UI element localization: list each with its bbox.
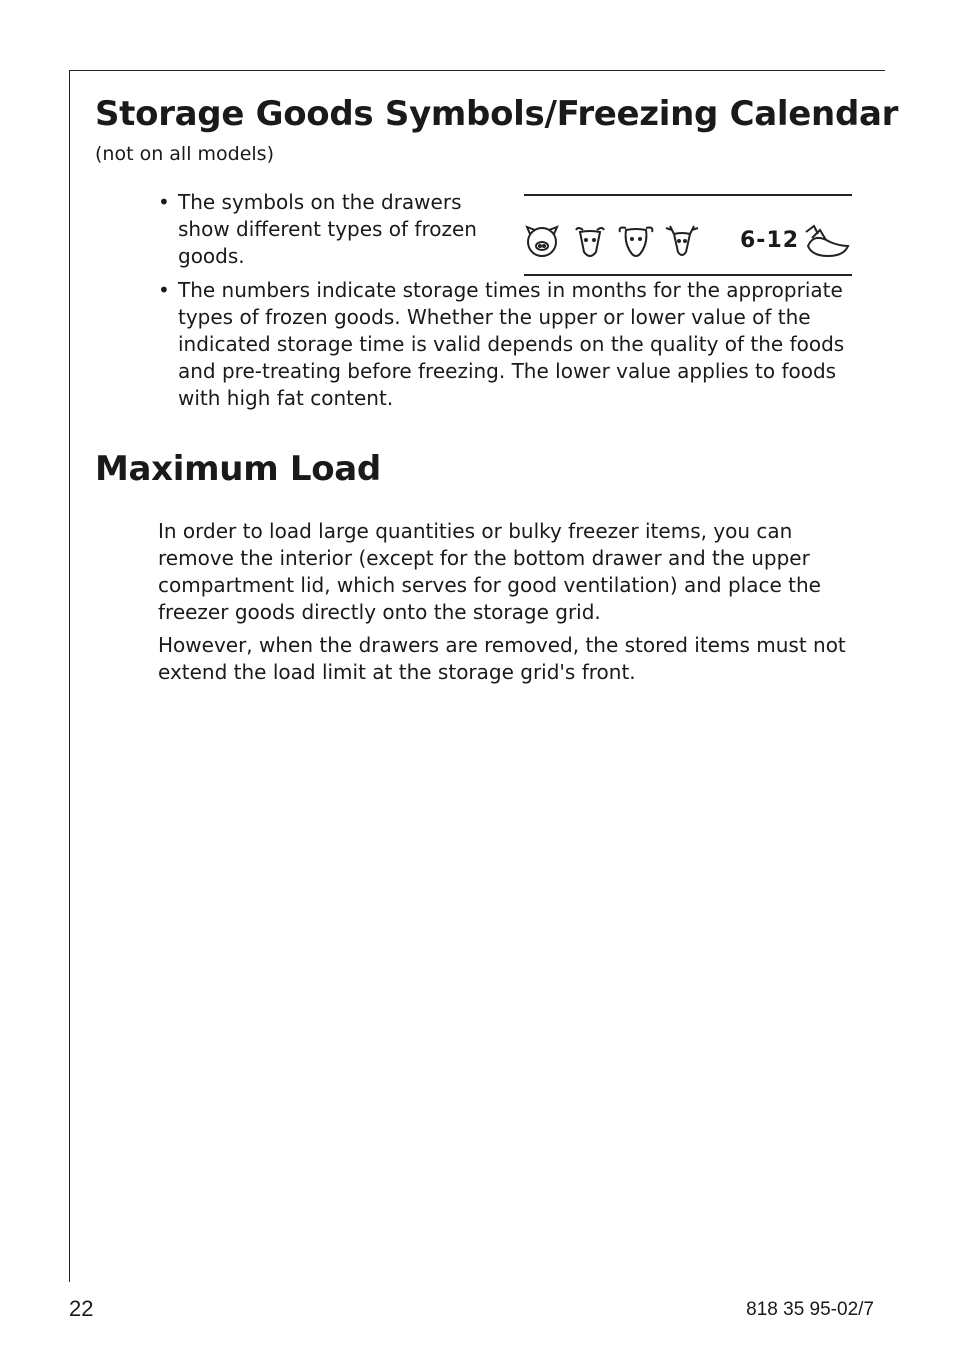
panel-bottom-rule [524, 274, 852, 276]
storage-time-value: 6-12 [740, 228, 800, 253]
deer-icon [666, 226, 698, 255]
bullet-marker: • [158, 190, 170, 214]
storage-symbols-panel [524, 194, 852, 276]
pig-icon [527, 227, 557, 256]
bullet-text: The numbers indicate storage times in months for the appropriate types of frozen goods. Whether the upper or lower value of the indicated storage time is valid depends on the quality of the foods and pre-treating before freezing. The lower value applies to foods with high fat content. [178, 278, 845, 410]
page-number: 22 [69, 1296, 94, 1321]
section-title-storage-symbols: Storage Goods Symbols/Freezing Calendar [95, 94, 899, 134]
food-symbols-row [524, 224, 852, 264]
paragraph: However, when the drawers are removed, the stored items must not extend the load limit at the storage grid's front. [158, 633, 846, 684]
document-code: 818 35 95-02/7 [746, 1299, 874, 1320]
cow-icon [576, 228, 604, 256]
bullet-marker: • [158, 278, 170, 302]
section-subtitle: (not on all models) [95, 143, 274, 165]
paragraph: In order to load large quantities or bulky freezer items, you can remove the interior (except for the bottom drawer and the upper compartment lid, which serves for good ventilation) and place the freezer goods directly onto the storage grid. [158, 519, 821, 624]
page-frame-left-rule [69, 70, 70, 1282]
poultry-icon [806, 226, 848, 256]
sheep-icon [620, 228, 653, 257]
page-frame-top-rule [69, 70, 885, 71]
bullet-text: The symbols on the drawers show different types of frozen goods. [178, 190, 477, 268]
section-title-maximum-load: Maximum Load [95, 449, 381, 489]
panel-top-rule [524, 194, 852, 196]
